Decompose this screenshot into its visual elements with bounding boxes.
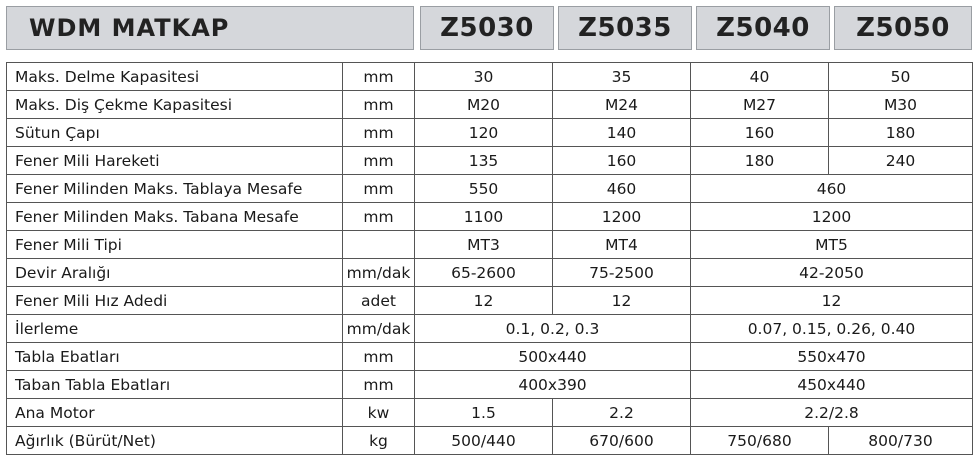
model-header-z5040: Z5040: [696, 6, 830, 50]
spec-name: Ağırlık (Bürüt/Net): [7, 427, 343, 455]
spec-value: 75-2500: [553, 259, 691, 287]
spec-unit: mm: [343, 63, 415, 91]
spec-name: Fener Milinden Maks. Tablaya Mesafe: [7, 175, 343, 203]
spec-value: M27: [691, 91, 829, 119]
spec-value: 0.1, 0.2, 0.3: [415, 315, 691, 343]
spec-value: 160: [553, 147, 691, 175]
spec-name: Devir Aralığı: [7, 259, 343, 287]
spec-value: 550: [415, 175, 553, 203]
spec-unit: mm: [343, 91, 415, 119]
spec-unit: mm: [343, 371, 415, 399]
specs-table: [6, 62, 973, 455]
spec-value: 12: [691, 287, 973, 315]
table-row: [7, 63, 973, 91]
table-header: [6, 6, 972, 52]
spec-unit: mm/dak: [343, 315, 415, 343]
spec-value: 460: [553, 175, 691, 203]
table-row: [7, 343, 973, 371]
spec-value: 800/730: [829, 427, 973, 455]
spec-value: 500/440: [415, 427, 553, 455]
spec-value: 120: [415, 119, 553, 147]
spec-unit: mm: [343, 343, 415, 371]
spec-value: 240: [829, 147, 973, 175]
table-row: [7, 399, 973, 427]
spec-name: İlerleme: [7, 315, 343, 343]
spec-value: 0.07, 0.15, 0.26, 0.40: [691, 315, 973, 343]
spec-name: Fener Milinden Maks. Tabana Mesafe: [7, 203, 343, 231]
spec-value: MT3: [415, 231, 553, 259]
spec-value: 500x440: [415, 343, 691, 371]
spec-value: 750/680: [691, 427, 829, 455]
spec-name: Ana Motor: [7, 399, 343, 427]
spec-unit: mm: [343, 203, 415, 231]
spec-value: MT4: [553, 231, 691, 259]
spec-value: 1.5: [415, 399, 553, 427]
spec-value: 12: [415, 287, 553, 315]
table-row: [7, 315, 973, 343]
spec-value: M20: [415, 91, 553, 119]
table-row: [7, 203, 973, 231]
spec-value: 180: [691, 147, 829, 175]
spec-value: 12: [553, 287, 691, 315]
spec-unit: mm: [343, 175, 415, 203]
spec-name: Maks. Diş Çekme Kapasitesi: [7, 91, 343, 119]
model-header-z5030: Z5030: [420, 6, 554, 50]
spec-unit: mm: [343, 119, 415, 147]
spec-name: Fener Mili Hız Adedi: [7, 287, 343, 315]
spec-value: 180: [829, 119, 973, 147]
spec-name: Maks. Delme Kapasitesi: [7, 63, 343, 91]
spec-name: Fener Mili Hareketi: [7, 147, 343, 175]
spec-value: 42-2050: [691, 259, 973, 287]
table-row: [7, 427, 973, 455]
model-header-z5035: Z5035: [558, 6, 692, 50]
spec-unit: adet: [343, 287, 415, 315]
table-row: [7, 287, 973, 315]
spec-value: 550x470: [691, 343, 973, 371]
spec-value: 30: [415, 63, 553, 91]
spec-value: 1200: [691, 203, 973, 231]
spec-name: Taban Tabla Ebatları: [7, 371, 343, 399]
spec-name: Fener Mili Tipi: [7, 231, 343, 259]
spec-value: MT5: [691, 231, 973, 259]
spec-value: 40: [691, 63, 829, 91]
spec-value: 460: [691, 175, 973, 203]
table-row: [7, 259, 973, 287]
model-header-z5050: Z5050: [834, 6, 972, 50]
spec-name: Tabla Ebatları: [7, 343, 343, 371]
table-title: WDM MATKAP: [6, 6, 414, 50]
spec-value: M24: [553, 91, 691, 119]
spec-value: 135: [415, 147, 553, 175]
table-row: [7, 91, 973, 119]
spec-value: 50: [829, 63, 973, 91]
spec-unit: kg: [343, 427, 415, 455]
spec-value: 1100: [415, 203, 553, 231]
table-row: [7, 119, 973, 147]
spec-value: 2.2/2.8: [691, 399, 973, 427]
table-row: [7, 231, 973, 259]
spec-unit: [343, 231, 415, 259]
spec-value: 35: [553, 63, 691, 91]
spec-value: 1200: [553, 203, 691, 231]
spec-value: 160: [691, 119, 829, 147]
table-row: [7, 371, 973, 399]
spec-value: 2.2: [553, 399, 691, 427]
spec-unit: mm: [343, 147, 415, 175]
spec-value: 140: [553, 119, 691, 147]
table-row: [7, 147, 973, 175]
spec-value: 65-2600: [415, 259, 553, 287]
spec-value: M30: [829, 91, 973, 119]
spec-unit: mm/dak: [343, 259, 415, 287]
spec-value: 670/600: [553, 427, 691, 455]
spec-value: 400x390: [415, 371, 691, 399]
spec-unit: kw: [343, 399, 415, 427]
spec-value: 450x440: [691, 371, 973, 399]
table-row: [7, 175, 973, 203]
spec-name: Sütun Çapı: [7, 119, 343, 147]
